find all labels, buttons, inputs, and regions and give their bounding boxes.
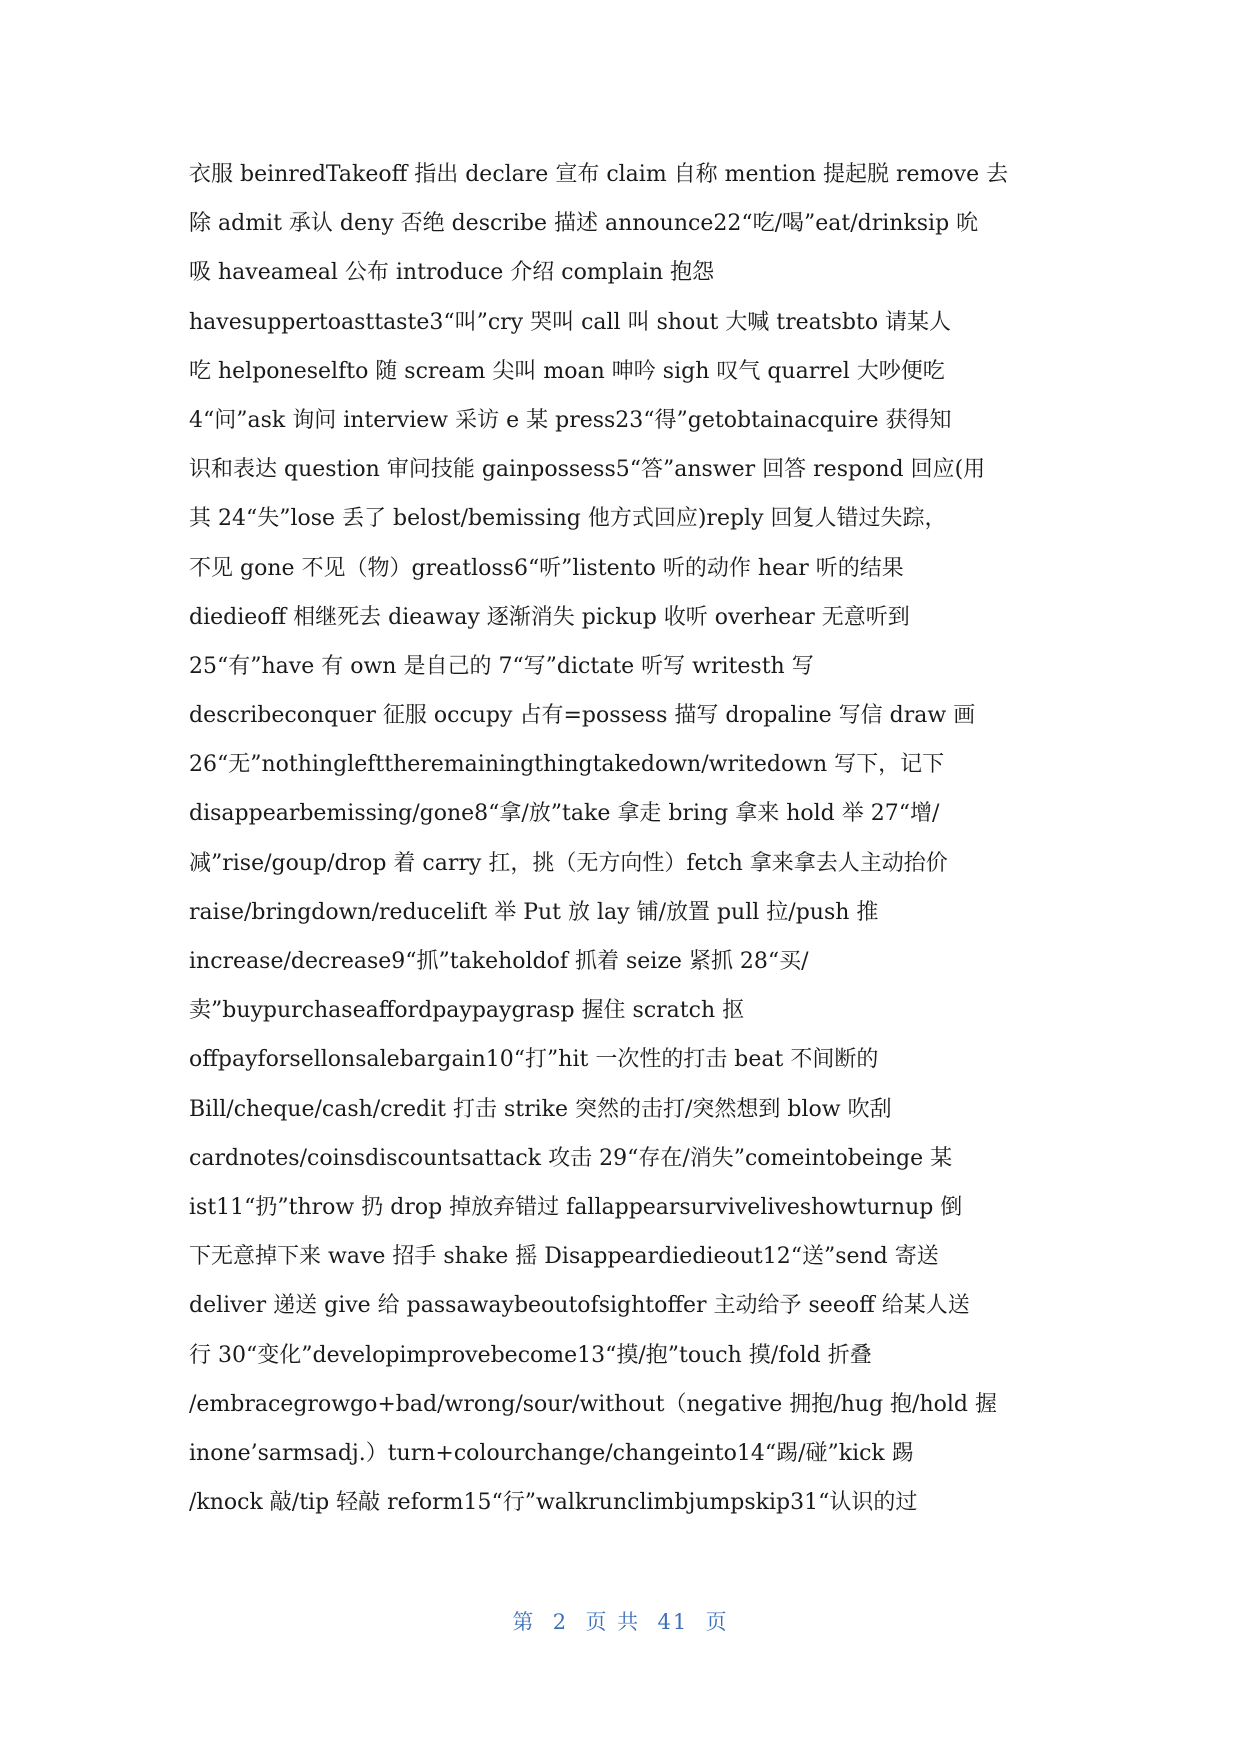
text-line: offpayforsellonsalebargain10“打”hit 一次性的打击 beat 不间断的	[189, 1047, 879, 1073]
text-line: disappearbemissing/gone8“拿/放”take 拿走 bring 拿来 hold 举 27“增/	[189, 801, 940, 827]
text-line: 吃 helponeselfto 随 scream 尖叫 moan 呻吟 sigh 叹气 quarrel 大吵便吃	[189, 358, 945, 384]
text-line: 26“无”nothinglefttheremainingthingtakedown/writedown 写下，记下	[189, 752, 945, 778]
text-line: describeconquer 征服 occupy 占有=possess 描写 dropaline 写信 draw 画	[189, 703, 976, 729]
text-line: 下无意掉下来 wave 招手 shake 摇 Disappeardiedieout12“送”send 寄送	[189, 1244, 939, 1270]
text-line: 卖”buypurchaseaffordpaypaygrasp 握住 scratch 抠	[189, 998, 745, 1024]
text-line: 衣服 beinredTakeoff 指出 declare 宣布 claim 自称 mention 提起脱 remove 去	[189, 162, 1009, 187]
text-line: 减”rise/goup/drop 着 carry 扛，挑（无方向性）fetch 拿来拿去人主动抬价	[189, 850, 948, 876]
text-line: /knock 敲/tip 轻敲 reform15“行”walkrunclimbjumpskip31“认识的过	[189, 1490, 918, 1516]
text-line: /embracegrowgo+bad/wrong/sour/without（negative 拥抱/hug 抱/hold 握	[189, 1391, 997, 1417]
text-line: 识和表达 question 审问技能 gainpossess5“答”answer 回答 respond 回应(用	[189, 457, 986, 483]
text-line: inone’sarmsadj.）turn+colourchange/changeinto14“踢/碰”kick 踢	[189, 1440, 914, 1466]
text-line: diedieoff 相继死去 dieaway 逐渐消失 pickup 收听 overhear 无意听到	[189, 604, 910, 630]
text-line: havesuppertoasttaste3“叫”cry 哭叫 call 叫 shout 大喊 treatsbto 请某人	[189, 309, 952, 335]
text-line: Bill/cheque/cash/credit 打击 strike 突然的击打/突然想到 blow 吹刮	[189, 1096, 892, 1122]
text-line: increase/decrease9“抓”takeholdof 抓着 seize 紧抓 28“买/	[189, 949, 809, 974]
text-line: ist11“扔”throw 扔 drop 掉放弃错过 fallappearsurviveliveshowturnup 倒	[189, 1194, 963, 1220]
text-line: 其 24“失”lose 丢了 belost/bemissing 他方式回应)reply 回复人错过失踪，	[189, 506, 947, 532]
text-line: 行 30“变化”developimprovebecome13“摸/抱”touch 摸/fold 折叠	[189, 1342, 872, 1368]
text-line: 除 admit 承认 deny 否绝 describe 描述 announce22“吃/喝”eat/drinksip 吮	[189, 211, 979, 237]
text-line: 不见 gone 不见（物）greatloss6“听”listento 听的动作 hear 听的结果	[189, 555, 904, 581]
text-line: deliver 递送 give 给 passawaybeoutofsightoffer 主动给予 seeoff 给某人送	[189, 1293, 970, 1319]
text-line: 4“问”ask 询问 interview 采访 e 某 press23“得”getobtainacquire 获得知	[189, 407, 952, 433]
body-text	[189, 150, 1059, 1527]
text-line: cardnotes/coinsdiscountsattack 攻击 29“存在/消失”comeintobeinge 某	[189, 1145, 953, 1171]
page-number-footer: 第 2 页 共 41 页	[512, 1610, 729, 1634]
text-line: 25“有”have 有 own 是自己的 7“写”dictate 听写 writesth 写	[189, 653, 814, 679]
text-line: raise/bringdown/reducelift 举 Put 放 lay 铺/放置 pull 拉/push 推	[189, 899, 879, 925]
text-line: 吸 haveameal 公布 introduce 介绍 complain 抱怨	[189, 260, 715, 286]
